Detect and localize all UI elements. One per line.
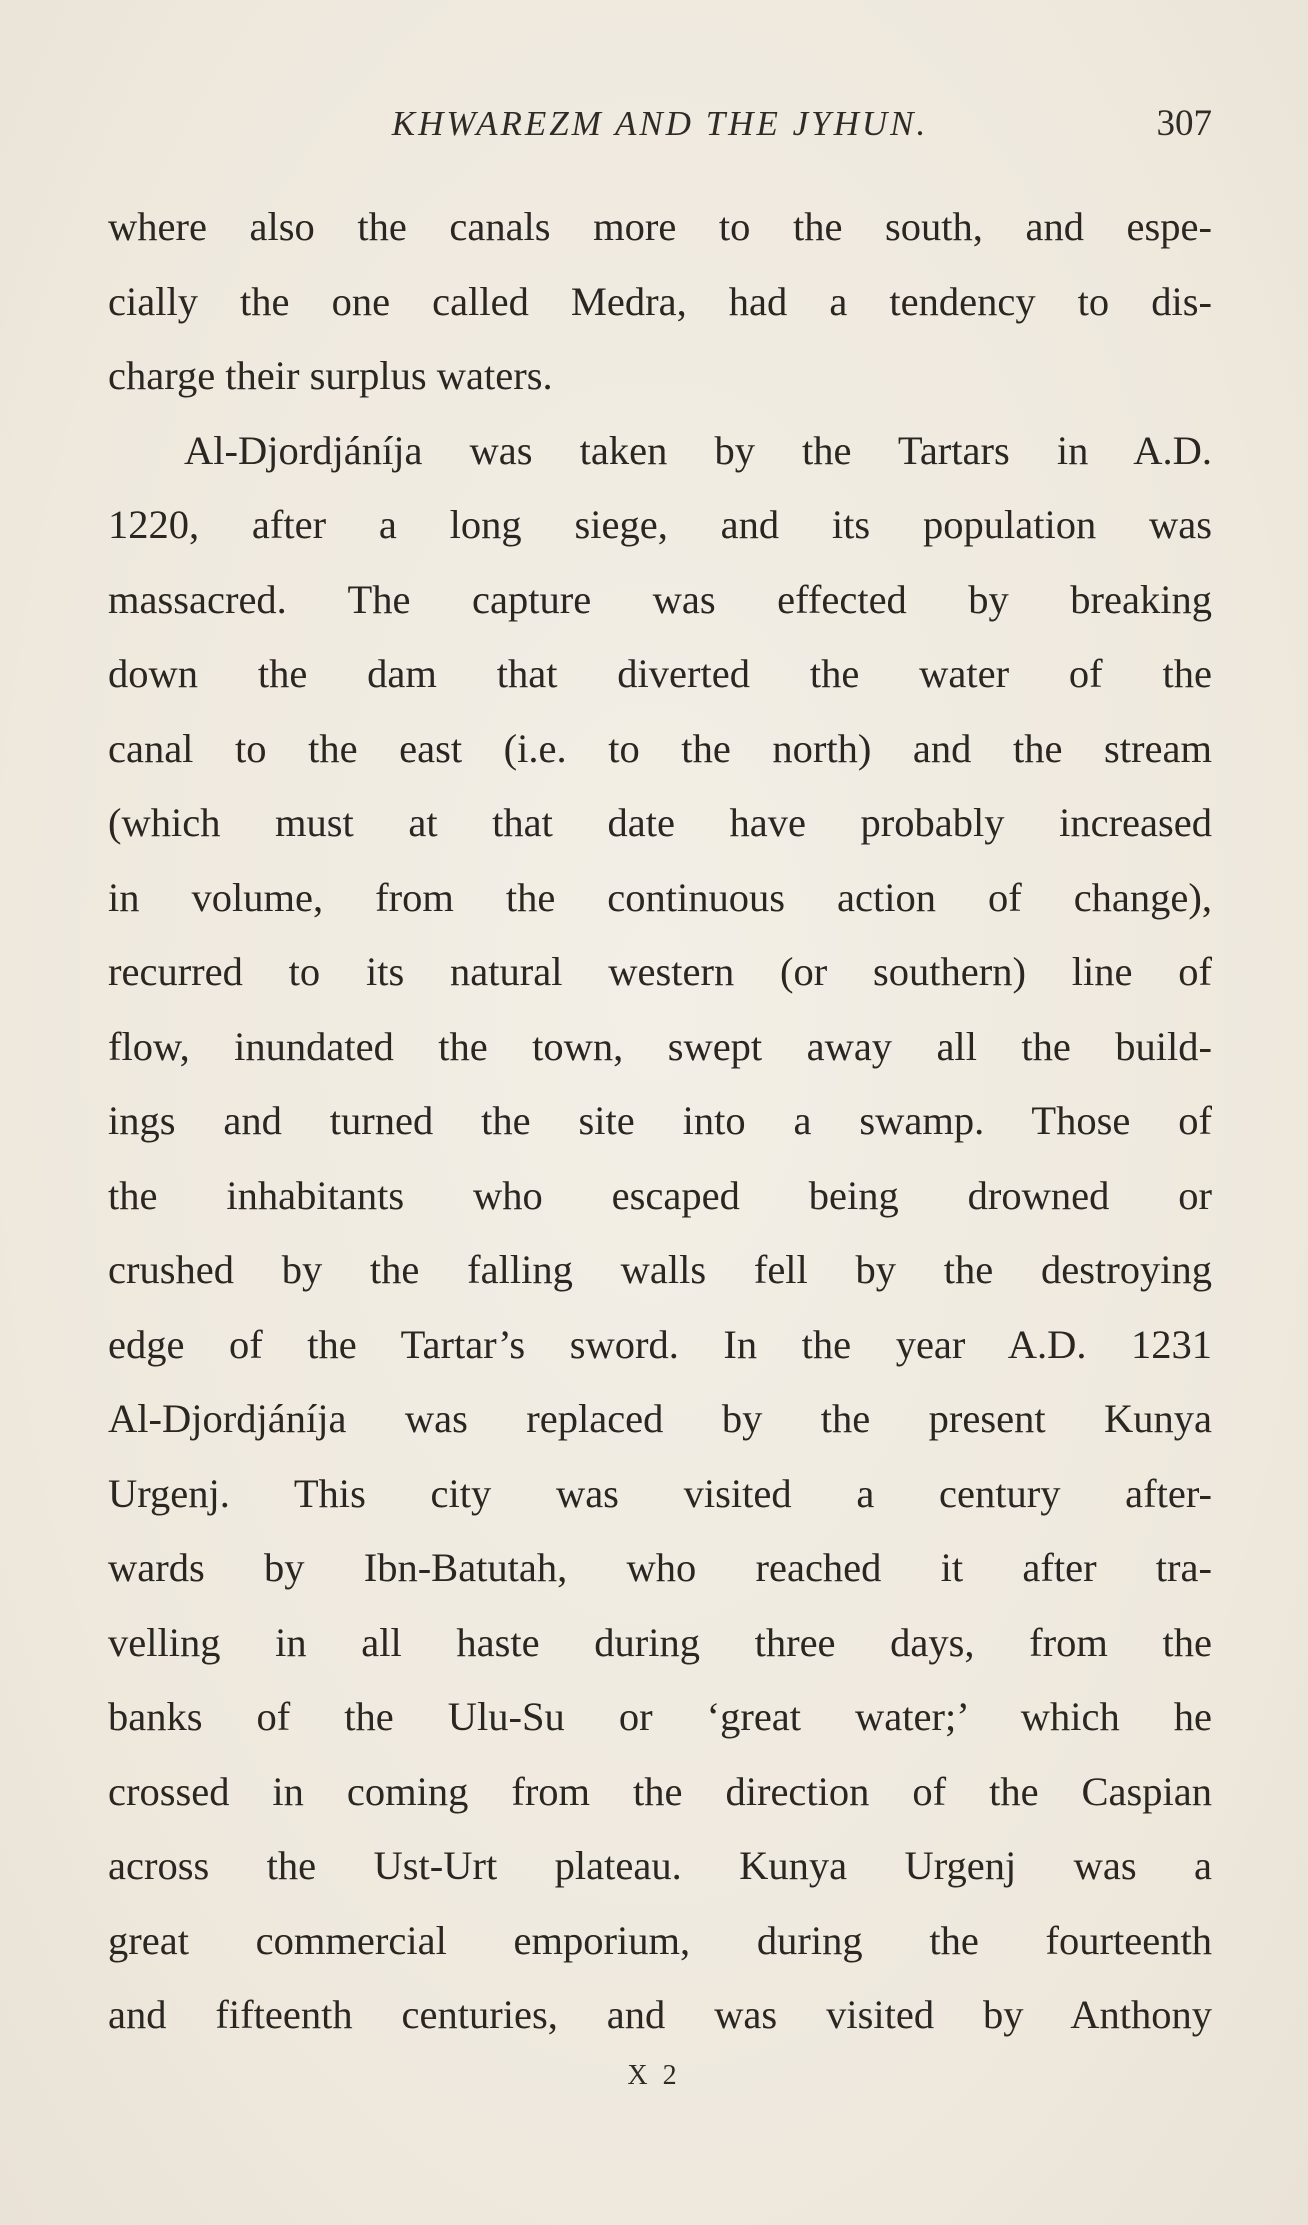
page-number: 307: [1156, 103, 1212, 144]
text-line: (which must at that date have probably increased: [108, 800, 1212, 845]
text-line: edge of the Tartar’s sword. In the year A.D. 1231: [108, 1321, 1212, 1367]
text-line: velling in all haste during three days, from the: [108, 1619, 1212, 1665]
text-line: crushed by the falling walls fell by the destroying: [108, 1247, 1212, 1292]
text-line: 1220, after a long siege, and its population was: [108, 502, 1212, 547]
text-line: recurred to its natural western (or southern) line of: [108, 949, 1212, 994]
signature-mark: X 2: [627, 2060, 681, 2091]
text-line: wards by Ibn-Batutah, who reached it after tra-: [108, 1545, 1212, 1590]
text-line: canal to the east (i.e. to the north) and the stream: [108, 725, 1212, 771]
text-line: where also the canals more to the south, and espe-: [108, 204, 1212, 249]
text-line: banks of the Ulu-Su or ‘great water;’ which he: [108, 1694, 1212, 1739]
text-line: ings and turned the site into a swamp. Those of: [108, 1098, 1212, 1143]
text-line: and fifteenth centuries, and was visited by Anthony: [108, 1992, 1212, 2037]
text-line: Urgenj. This city was visited a century after-: [108, 1470, 1212, 1516]
text-line: great commercial emporium, during the fourteenth: [108, 1917, 1212, 1963]
running-title: KHWAREZM AND THE JYHUN.: [391, 104, 929, 143]
text-line: across the Ust-Urt plateau. Kunya Urgenj was a: [108, 1843, 1212, 1888]
text-line: massacred. The capture was effected by breaking: [108, 576, 1212, 622]
text-line: down the dam that diverted the water of the: [108, 651, 1212, 696]
text-line: cially the one called Medra, had a tendency to dis-: [108, 278, 1212, 324]
text-line: charge their surplus waters.: [108, 353, 553, 398]
text-line: Al-Djordjáníja was replaced by the present Kunya: [108, 1396, 1212, 1441]
text-line: crossed in coming from the direction of the Caspian: [108, 1768, 1212, 1814]
text-line: the inhabitants who escaped being drowned or: [108, 1172, 1212, 1218]
running-head: [108, 96, 1212, 152]
body-text: [108, 190, 1212, 2053]
text-line: flow, inundated the town, swept away all the build-: [108, 1023, 1212, 1069]
text-line: in volume, from the continuous action of change),: [108, 874, 1212, 920]
text-line: Al-Djordjáníja was taken by the Tartars in A.D.: [184, 427, 1212, 473]
